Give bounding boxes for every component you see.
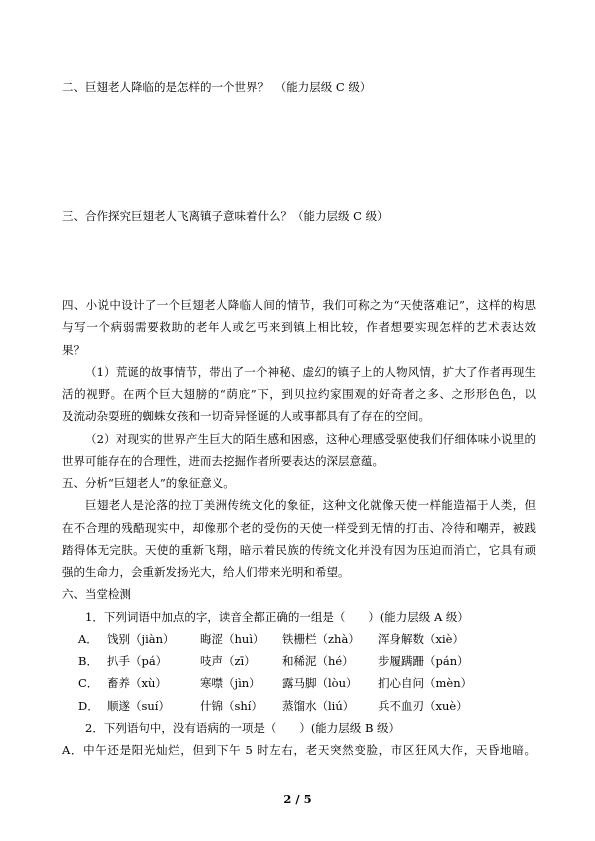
option-label: D．: [78, 698, 99, 713]
option-label: B．: [78, 654, 98, 668]
answer-5-line: 巨翅老人是沦落的拉丁美洲传统文化的象征，这种文化就像天使一样能造福于人类，但: [85, 498, 536, 513]
option-word: 饯别（jiàn）: [107, 631, 175, 646]
option-label: A．: [78, 631, 98, 646]
question-4-line: 与写一个病弱需要救助的老年人或乞丐来到镇上相比较，作者想要实现怎样的艺术表达效: [62, 320, 536, 335]
option-word: 和稀泥（hé）: [282, 654, 354, 668]
question-5-title: 五、分析“巨翅老人”的象征意义。: [62, 476, 235, 490]
page-number: 2 / 5: [283, 792, 312, 806]
option-word: 扒手（pá）: [107, 654, 168, 668]
answer-4-2-line: （2）对现实的世界产生巨大的陌生感和困惑，这种心理感受驱使我们仔细体味小说里的: [85, 431, 536, 446]
option-word: 什锦（shí）: [200, 698, 263, 713]
answer-4-2-line: 世界可能存在的合理性，进而去挖掘作者所要表达的深层意蕴。: [62, 453, 384, 468]
option-label: C．: [78, 676, 99, 691]
question-3: 三、合作探究巨翅老人飞离镇子意味着什么？（能力层级 C 级）: [62, 209, 389, 223]
option-word: 蒸馏水（liú）: [282, 698, 355, 713]
question-4-line: 果？: [62, 342, 85, 357]
option-word: 扪心自问（mèn）: [378, 676, 473, 691]
quiz-item-1-stem: 1．下列词语中加点的字，读音全都正确的一组是（ ）(能力层级 A 级）: [85, 609, 469, 624]
answer-5-line: 强的生命力，会重新发扬光大，给人们带来光明和希望。: [62, 565, 350, 579]
answer-5-line: 在不合理的残酷现实中，却像那个老的受伤的天使一样受到无情的打击、冷待和嘲弄，被践: [62, 520, 536, 535]
section-6-title: 六、当堂检测: [62, 587, 131, 602]
answer-4-1-line: 及流动杂耍班的蜘蛛女孩和一切奇异怪诞的人或事都具有了存在的空间。: [62, 409, 430, 424]
option-word: 铁栅栏（zhà）: [282, 631, 360, 646]
answer-4-1-line: （1）荒诞的故事情节，带出了一个神秘、虚幻的镇子上的人物风情，扩大了作者再现生: [85, 364, 536, 379]
option-word: 步履蹒跚（pán）: [378, 654, 469, 668]
option-word: 晦涩（huì）: [200, 631, 265, 646]
quiz-item-2-option-a: A．中午还是阳光灿烂，但到下午 5 时左右，老天突然变脸，市区狂风大作，天昏地暗。: [62, 743, 536, 757]
quiz-item-2-stem: 2．下列语句中，没有语病的一项是（ ）(能力层级 B 级）: [85, 720, 401, 735]
answer-4-1-line: 活的视野。在两个巨大翅膀的“荫庇”下，到贝拉约家围观的好奇者之多、之形形色色，以: [62, 387, 536, 401]
question-4-line: 四、小说中设计了一个巨翅老人降临人间的情节，我们可称之为“天使落难记”，这样的构思: [62, 298, 536, 312]
option-word: 兵不血刃（xuè）: [378, 698, 468, 713]
option-word: 顺遂（suí）: [107, 698, 170, 713]
question-2: 二、巨翅老人降临的是怎样的一个世界？ （能力层级 C 级）: [62, 80, 372, 94]
answer-5-line: 踏得体无完肤。天使的重新飞翔，暗示着民族的传统文化并没有因为压迫而消亡，它具有顽: [62, 542, 536, 557]
option-word: 露马脚（lòu）: [282, 676, 358, 691]
option-word: 畜养（xù）: [107, 676, 167, 691]
option-word: 寒噤（jìn）: [200, 676, 261, 691]
option-word: 浑身解数（xiè）: [378, 631, 464, 646]
option-word: 吱声（zī）: [200, 654, 256, 668]
